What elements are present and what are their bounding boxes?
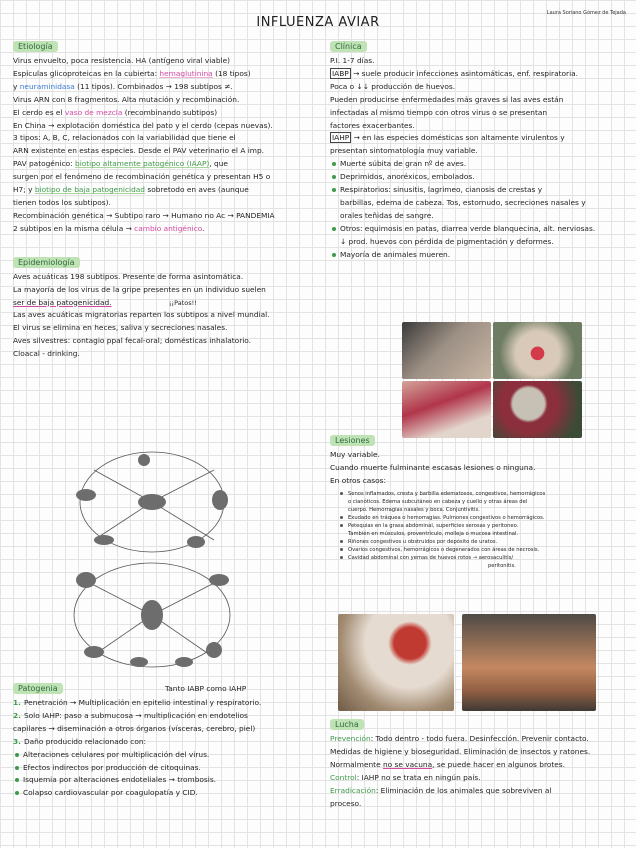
text-line: Virus envuelto, poca resistencia. HA (antígeno viral viable) bbox=[13, 56, 231, 65]
list-item: Riñones congestivos u obstruidos por depósito de uratos. bbox=[338, 538, 628, 546]
list-item: Mayoría de animales mueren. bbox=[330, 249, 628, 262]
heading-lesiones: Lesiones bbox=[330, 435, 375, 446]
text-fragment: ser de baja patogenicidad. bbox=[13, 297, 112, 307]
list-item: Otros: equimosis en patas, diarrea verde blanquecina, alt. nerviosas. bbox=[330, 223, 628, 236]
text-line: También en músculos, proventrículo, molleja o mucosa intestinal. bbox=[348, 530, 519, 537]
text-line: P.I. 1-7 días. bbox=[330, 56, 375, 65]
text-line: Cuando muerte fulminante escasas lesiones o ninguna. bbox=[330, 462, 536, 472]
right-column bbox=[330, 38, 628, 268]
text-line bbox=[13, 223, 318, 236]
text-line bbox=[13, 158, 318, 171]
photo-clinical-sign bbox=[493, 322, 582, 379]
label-iahp: IAHP bbox=[332, 133, 350, 143]
text-fragment: : Todo dentro - todo fuera. Desinfección. Prevenir contacto. bbox=[370, 734, 589, 743]
text-fragment: : Eliminación de los animales que sobreviven al bbox=[375, 785, 552, 795]
heading-epidemiologia: Epidemiología bbox=[13, 257, 80, 268]
list-item bbox=[13, 710, 318, 723]
list-number: 3. bbox=[13, 736, 21, 746]
text-line bbox=[330, 772, 628, 785]
term-cambio-antigenico: cambio antigénico bbox=[134, 223, 203, 233]
author-name: Laura Soriano Gómez de Tejada bbox=[546, 10, 626, 16]
text-line: tienen todos los subtipos). bbox=[13, 197, 111, 207]
text-line: El virus se elimina en heces, saliva y secreciones nasales. bbox=[13, 323, 228, 333]
lesiones-list bbox=[330, 490, 628, 570]
text-line: En China → explotación doméstica del pato y el cerdo (cepas nuevas). bbox=[13, 120, 273, 130]
label-prevencion: Prevención bbox=[330, 734, 371, 743]
left-column bbox=[13, 38, 318, 367]
text-fragment: : IAHP no se trata en ningún país. bbox=[356, 772, 481, 782]
list-item: Cavidad abdominal con yemas de huevos rotos → aerosaculitis/ bbox=[338, 554, 628, 562]
text-line: Medidas de higiene y bioseguridad. Eliminación de insectos y ratones. bbox=[330, 746, 591, 756]
section-lesiones bbox=[330, 432, 628, 570]
text-line: capilares → diseminación a otros órganos (vísceras, cerebro, piel) bbox=[13, 723, 256, 733]
list-item: Exudado en tráquea o hemorragias. Pulmones congestivos o hemorrágicos. bbox=[338, 514, 628, 522]
patogenia-list bbox=[13, 697, 318, 800]
text-line: infectadas al mismo tiempo con otros virus o se presentan bbox=[330, 107, 548, 117]
heading-patogenia: Patogenia bbox=[13, 683, 63, 694]
text-fragment: 2 subtipos en la misma célula → bbox=[13, 223, 135, 233]
text-line: Pueden producirse enfermedades más graves si las aves están bbox=[330, 94, 564, 104]
text-fragment: (18 tipos) bbox=[212, 68, 251, 78]
list-item: Ovarios congestivos, hemorrágicos o degenerados con áreas de necrosis. bbox=[338, 546, 628, 554]
text-line bbox=[13, 107, 318, 120]
text-fragment: → suele producir infecciones asintomáticas, enf. respiratoria. bbox=[350, 68, 579, 78]
term-baja-patogenicidad: biotipo de baja patogenicidad bbox=[34, 185, 145, 195]
text-line: presentan sintomatología muy variable. bbox=[330, 146, 478, 156]
clinical-photos bbox=[402, 322, 582, 438]
text-fragment: PAV patogénico: bbox=[13, 159, 76, 169]
text-fragment: (11 tipos). Combinados → 198 subtipos ≠. bbox=[74, 81, 233, 91]
term-neuraminidasa: neuraminidasa bbox=[19, 81, 75, 91]
section-epidemiologia bbox=[13, 254, 318, 361]
photo-lesion-feet bbox=[462, 614, 596, 711]
text-line: Recombinación genética → Subtipo raro → Humano no Ac → PANDEMIA bbox=[13, 210, 275, 220]
text-fragment: Daño producido relacionado con: bbox=[23, 736, 147, 746]
term-hemaglutinina: hemaglutinina bbox=[159, 68, 213, 78]
photo-clinical-sign bbox=[402, 381, 491, 438]
term-iaap: biotipo altamente patogénico (IAAP) bbox=[75, 159, 210, 169]
text-fragment: Solo IAHP: paso a submucosa → multiplicación en endotelios bbox=[23, 710, 248, 720]
list-number: 1. bbox=[13, 698, 21, 707]
heading-lucha: Lucha bbox=[330, 719, 364, 730]
list-item: Muerte súbita de gran nº de aves. bbox=[330, 158, 628, 171]
text-fragment: Normalmente bbox=[330, 759, 383, 769]
text-fragment: sobretodo en aves (aunque bbox=[145, 185, 249, 195]
text-line bbox=[330, 68, 628, 81]
text-line: Virus ARN con 8 fragmentos. Alta mutación y recombinación. bbox=[13, 94, 240, 104]
text-line: barbillas, edema de cabeza. Tos, estornudo, secreciones nasales y bbox=[340, 197, 586, 207]
text-line bbox=[13, 184, 318, 197]
photo-lesion-head bbox=[338, 614, 454, 711]
text-line bbox=[330, 759, 628, 772]
text-line: orales teñidas de sangre. bbox=[340, 210, 434, 220]
list-item: Isquemia por alteraciones endoteliales → trombosis. bbox=[13, 774, 318, 787]
label-erradicacion: Erradicación bbox=[330, 785, 376, 795]
list-item: Alteraciones celulares por multiplicación del virus. bbox=[13, 749, 318, 762]
heading-etiologia: Etiología bbox=[13, 41, 58, 52]
list-item: Senos inflamados, cresta y barbilla edematosos, congestivos, hemorrágicos bbox=[338, 490, 628, 498]
text-line bbox=[330, 785, 628, 798]
text-fragment: El cerdo es el bbox=[13, 107, 65, 117]
heading-clinica: Clínica bbox=[330, 41, 367, 52]
list-item: Petequias en la grasa abdominal, superficies serosas y peritoneo. bbox=[338, 522, 628, 530]
text-fragment: H7; y bbox=[13, 185, 35, 195]
text-line: Muy variable. bbox=[330, 450, 380, 459]
text-line: En otros casos: bbox=[330, 475, 387, 485]
text-fragment: (recombinando subtipos) bbox=[122, 107, 218, 117]
text-fragment: , se puede hacer en algunos brotes. bbox=[432, 759, 565, 769]
text-line: cuerpo. Hemorragias nasales y boca. Conjuntivitis. bbox=[348, 506, 480, 513]
text-line: factores exacerbantes. bbox=[330, 120, 415, 130]
section-patogenia bbox=[13, 680, 318, 800]
list-item: Respiratorios: sinusitis, lagrimeo, cianosis de crestas y bbox=[330, 184, 628, 197]
text-fragment: → en las especies domésticas son altamente virulentos y bbox=[351, 133, 565, 143]
label-iabp: IABP bbox=[332, 68, 349, 78]
text-fragment: , que bbox=[209, 159, 228, 169]
list-number: 2. bbox=[13, 710, 21, 720]
text-line bbox=[330, 733, 628, 746]
text-line: o cianóticos. Edema subcutáneo en cabeza y cuello y otras áreas del bbox=[348, 498, 528, 505]
transmission-cycle-illustration bbox=[64, 440, 240, 675]
photo-clinical-sign bbox=[402, 322, 491, 379]
term-no-se-vacuna: no se vacuna bbox=[382, 759, 433, 769]
text-line: 3 tipos: A, B, C, relacionados con la variabilidad que tiene el bbox=[13, 133, 236, 143]
text-fragment: Espículas glicoproteicas en la cubierta: bbox=[13, 68, 160, 78]
text-line: Aves silvestres: contagio ppal fecal-oral; domésticas inhalatorio. bbox=[13, 336, 252, 346]
label-control: Control bbox=[330, 772, 357, 782]
section-lucha bbox=[330, 716, 628, 810]
term-vaso-de-mezcla: vaso de mezcla bbox=[64, 107, 123, 117]
page-title: INFLUENZA AVIAR bbox=[256, 15, 380, 30]
text-fragment: . bbox=[202, 223, 205, 233]
text-fragment: y bbox=[13, 81, 20, 91]
list-item: Efectos indirectos por producción de citoquinas. bbox=[13, 762, 318, 775]
text-line bbox=[13, 81, 318, 94]
photo-clinical-sign bbox=[493, 381, 582, 438]
list-item: Deprimidos, anoréxicos, embolados. bbox=[330, 171, 628, 184]
text-line bbox=[330, 132, 628, 145]
note-patos: ¡¡Patos!! bbox=[168, 298, 197, 307]
section-clinica bbox=[330, 38, 628, 262]
list-item bbox=[13, 736, 318, 749]
text-line: La mayoría de los virus de la gripe presentes en un individuo suelen bbox=[13, 284, 266, 294]
text-line bbox=[13, 297, 318, 310]
list-item: Colapso cardiovascular por coagulopatía y CID. bbox=[13, 787, 318, 800]
text-line: Aves acuáticas 198 subtipos. Presente de forma asintomática. bbox=[13, 271, 244, 281]
text-line bbox=[13, 68, 318, 81]
text-line: Poca o ↓↓ producción de huevos. bbox=[330, 81, 456, 91]
text-line: Cloacal - drinking. bbox=[13, 349, 80, 359]
text-fragment: Penetración → Multiplicación en epitelio intestinal y respiratorio. bbox=[23, 698, 262, 707]
text-line: ↓ prod. huevos con pérdida de pigmentación y deformes. bbox=[340, 236, 554, 246]
section-etiologia bbox=[13, 38, 318, 236]
text-line: ARN existente en estas especies. Desde el PAV veterinario el A imp. bbox=[13, 146, 265, 156]
text-line: Las aves acuáticas migratorias reparten los subtipos a nivel mundial. bbox=[13, 310, 270, 320]
list-item bbox=[13, 697, 318, 710]
note-tanto-iabp-iahp: Tanto IABP como IAHP bbox=[164, 684, 247, 693]
text-line: surgen por el fenómeno de recombinación genética y presentan H5 o bbox=[13, 172, 271, 182]
text-line: peritonitis. bbox=[488, 562, 516, 569]
text-line: proceso. bbox=[330, 798, 362, 808]
